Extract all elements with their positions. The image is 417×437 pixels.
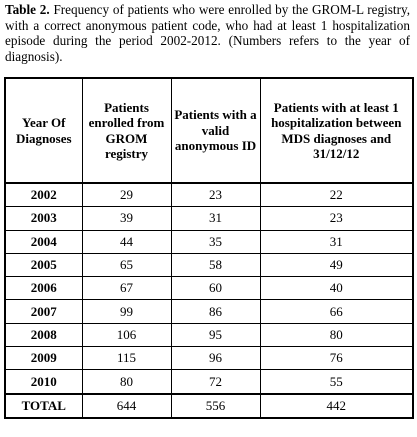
valid-id-cell: 31 <box>171 207 260 230</box>
year-cell: 2009 <box>5 347 82 370</box>
hospitalization-cell: 66 <box>260 300 413 323</box>
valid-id-cell: 72 <box>171 370 260 394</box>
header-valid-id: Patients with a valid anonymous ID <box>171 78 260 183</box>
caption-label: Table 2. <box>5 2 50 17</box>
enrolled-cell: 106 <box>82 323 171 346</box>
year-cell: 2006 <box>5 277 82 300</box>
table-row <box>5 347 413 370</box>
total-row <box>5 394 413 418</box>
table-row <box>5 370 413 394</box>
hospitalization-cell: 55 <box>260 370 413 394</box>
total-hospitalization: 442 <box>260 394 413 418</box>
table-row <box>5 323 413 346</box>
table-row <box>5 253 413 276</box>
total-label: TOTAL <box>5 394 82 418</box>
valid-id-cell: 86 <box>171 300 260 323</box>
year-cell: 2004 <box>5 230 82 253</box>
hospitalization-cell: 49 <box>260 253 413 276</box>
valid-id-cell: 95 <box>171 323 260 346</box>
table-row <box>5 183 413 207</box>
year-cell: 2002 <box>5 183 82 207</box>
enrolled-cell: 65 <box>82 253 171 276</box>
header-year: Year Of Diagnoses <box>5 78 82 183</box>
frequency-table <box>4 77 414 419</box>
header-row <box>5 78 413 183</box>
year-cell: 2007 <box>5 300 82 323</box>
header-hospitalization: Patients with at least 1 hospitalization between MDS diagnoses and 31/12/12 <box>260 78 413 183</box>
hospitalization-cell: 40 <box>260 277 413 300</box>
hospitalization-cell: 31 <box>260 230 413 253</box>
year-cell: 2008 <box>5 323 82 346</box>
valid-id-cell: 35 <box>171 230 260 253</box>
table-row <box>5 207 413 230</box>
table-row <box>5 300 413 323</box>
table-caption <box>5 2 410 64</box>
valid-id-cell: 96 <box>171 347 260 370</box>
hospitalization-cell: 23 <box>260 207 413 230</box>
hospitalization-cell: 80 <box>260 323 413 346</box>
enrolled-cell: 99 <box>82 300 171 323</box>
valid-id-cell: 23 <box>171 183 260 207</box>
table-row <box>5 277 413 300</box>
valid-id-cell: 60 <box>171 277 260 300</box>
enrolled-cell: 115 <box>82 347 171 370</box>
enrolled-cell: 67 <box>82 277 171 300</box>
caption-text: Frequency of patients who were enrolled by the GROM-L registry, with a correct anonymous patient code, who had at least 1 hospitalization episode during the period 2002-2012. (Numbers refers to the year of diagnosis). <box>5 2 410 64</box>
enrolled-cell: 29 <box>82 183 171 207</box>
hospitalization-cell: 76 <box>260 347 413 370</box>
total-valid-id: 556 <box>171 394 260 418</box>
enrolled-cell: 44 <box>82 230 171 253</box>
valid-id-cell: 58 <box>171 253 260 276</box>
header-enrolled: Patients enrolled from GROM registry <box>82 78 171 183</box>
year-cell: 2010 <box>5 370 82 394</box>
total-enrolled: 644 <box>82 394 171 418</box>
hospitalization-cell: 22 <box>260 183 413 207</box>
enrolled-cell: 39 <box>82 207 171 230</box>
enrolled-cell: 80 <box>82 370 171 394</box>
table-row <box>5 230 413 253</box>
year-cell: 2005 <box>5 253 82 276</box>
year-cell: 2003 <box>5 207 82 230</box>
